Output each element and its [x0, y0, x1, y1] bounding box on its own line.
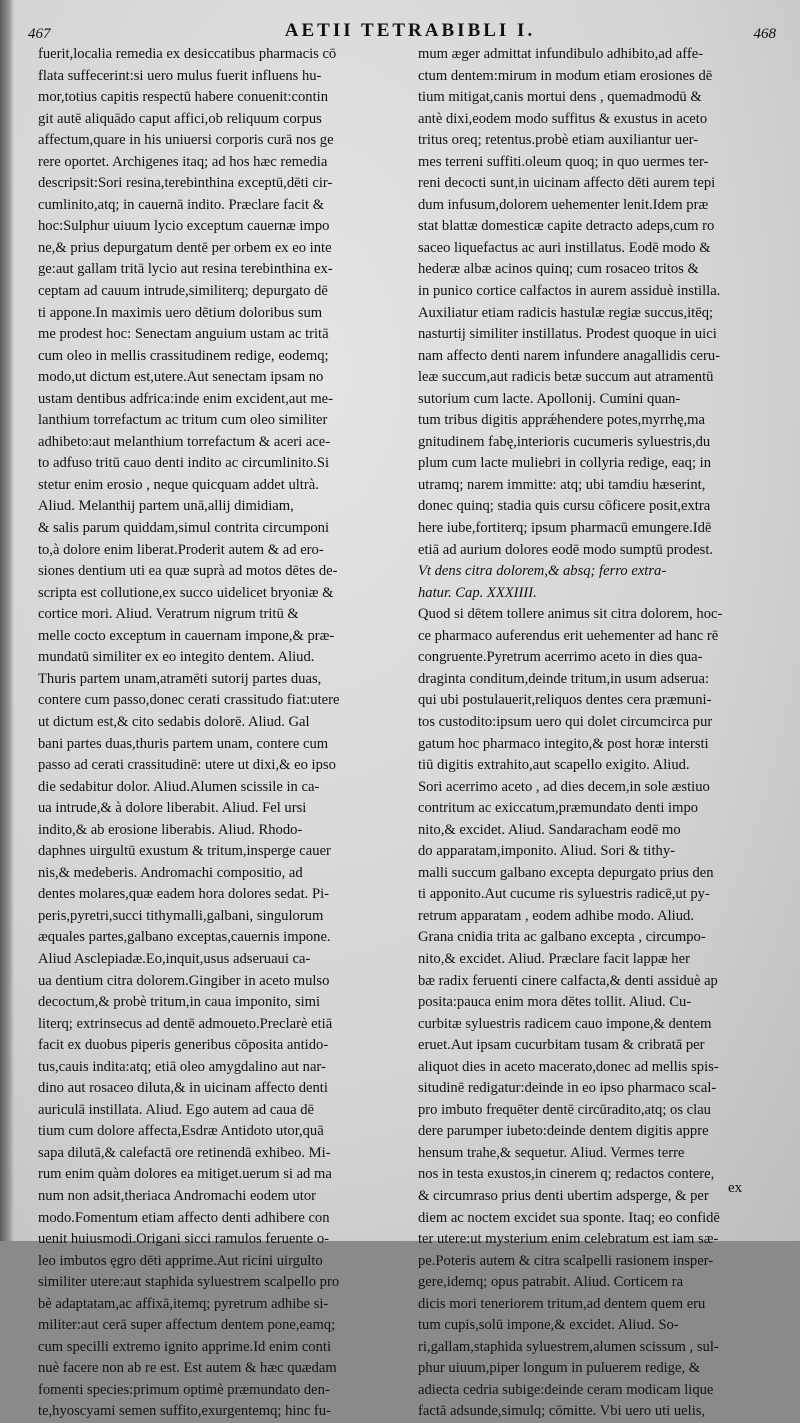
- text-line: ustam dentibus adfrica:inde enim excident,aut me-: [38, 390, 334, 407]
- text-line: ua intrude,& à dolore liberabit. Aliud. Fel ursi: [38, 800, 307, 817]
- text-line: bè adaptatam,ac affixā,itemq; pyretrum adhibe si-: [38, 1295, 329, 1312]
- text-line: hederæ albæ acinos quinq; cum rosaceo tritos &: [418, 261, 699, 278]
- text-line: me prodest hoc: Senectam anguium ustam ac tritā: [38, 326, 329, 343]
- text-line: ter utere:ut mysterium enim celebratum est iam sæ-: [418, 1231, 719, 1248]
- text-line: to adfuso tritū cauo denti indito ac circumlinito.Si: [38, 455, 330, 472]
- text-line: Quod si dētem tollere animus sit citra dolorem, hoc-: [418, 606, 723, 623]
- text-line: affectum,quare in his uniuersi corporis curā nos ge: [38, 132, 334, 149]
- text-line: tritus oreq; retentus.probè etiam auxiliantur uer-: [418, 132, 699, 149]
- text-line: in punico cortice calfactos in aurem assiduè instilla.: [418, 283, 721, 300]
- text-line: scripta est collutione,ex succo uidelicet bryoniæ &: [38, 584, 334, 601]
- text-line: diem ac noctem excidet sua sponte. Itaq; eo confidē: [418, 1209, 720, 1226]
- text-line: descripsit:Sori resina,terebinthina exceptū,dēti cir-: [38, 175, 333, 192]
- text-line: dentes molares,quæ eadem hora dolores sedat. Pi-: [38, 886, 329, 903]
- text-line: ne,& prius depurgatum dentē per orbem ex eo inte: [38, 239, 332, 256]
- text-line: sutorium cum lacte. Apollonij. Cumini quan-: [418, 390, 681, 407]
- text-line: modo.Fomentum etiam affecto denti adhibere con: [38, 1209, 330, 1226]
- text-line: rere oportet. Archigenes itaq; ad hos hæc remedia: [38, 153, 328, 170]
- text-line: militer:aut cerā super affectum dentem pone,eamq;: [38, 1317, 336, 1334]
- text-line: retrum apparatam , eodem adhibe modo. Aliud.: [418, 907, 694, 924]
- text-line: dum infusum,dolorem uehementer lenit.Idem præ: [418, 196, 709, 213]
- text-line: pe.Poteris autem & citra scalpelli rasionem insper-: [418, 1252, 714, 1269]
- text-line: hensum trahe,& sequetur. Aliud. Vermes terre: [418, 1144, 685, 1161]
- text-line: flata suffecerint:si uero mulus fuerit influens hu-: [38, 67, 322, 84]
- text-line: saceo liquefactus ac auri instillatus. Eodē modo &: [418, 239, 711, 256]
- text-line: mor,totius capitis respectū habere conuenit:contin: [38, 89, 328, 106]
- left-text-column: [38, 44, 380, 1423]
- text-line: indito,& ab erosione liberabis. Aliud. Rhodo-: [38, 821, 303, 838]
- text-line: & salis parum quiddam,simul contrita circumponi: [38, 520, 330, 537]
- text-line: modo,ut dictum est,utere.Aut senectam ipsam no: [38, 369, 324, 386]
- text-line: nam affecto denti narem infundere anagallidis ceru-: [418, 347, 721, 364]
- page-header: [10, 6, 790, 40]
- text-line: hoc:Sulphur uiuum lycio exceptum cauernæ impo: [38, 218, 330, 235]
- text-line: nito,& excidet. Aliud. Præclare facit lappæ her: [418, 950, 690, 967]
- text-line: tum cupis,solū impone,& excidet. Aliud. So-: [418, 1317, 679, 1334]
- text-line: gere,idemq; opus patrabit. Aliud. Corticem ra: [418, 1274, 684, 1291]
- text-line: dicis mori teneriorem tritum,ad dentem quem eru: [418, 1295, 706, 1312]
- text-line: die sedabitur dolor. Aliud.Alumen scissile in ca-: [38, 778, 320, 795]
- text-line: decoctum,& probè tritum,in caua imponito, simi: [38, 994, 321, 1011]
- text-line: Aliud Asclepiadæ.Eo,inquit,usus adseruaui ca-: [38, 950, 311, 967]
- text-line: do apparatam,imponito. Aliud. Sori & tithy-: [418, 843, 675, 860]
- text-line: eruet.Aut ipsam cucurbitam tusam & cribratā per: [418, 1037, 705, 1054]
- text-line: etiā ad aurium dolores eodē modo sumptū prodest.: [418, 541, 714, 558]
- text-line: stetur enim erosio , neque quicquam addet ultrà.: [38, 476, 319, 493]
- text-line: factā adsunde,simulq; cōmitte. Vbi uero uti uelis,: [418, 1403, 706, 1420]
- text-line: dere parumper iubeto:deinde dentem digitis appre: [418, 1123, 709, 1140]
- text-line: utramq; narem immitte: atq; ubi tamdiu hæserint,: [418, 476, 706, 493]
- text-line: gatum hoc pharmaco integito,& post horæ intersti: [418, 735, 709, 752]
- text-line: to,à dolore enim liberat.Proderit autem & ad ero-: [38, 541, 324, 558]
- text-line: & circumraso prius denti ubertim adsperge, & per: [418, 1187, 709, 1204]
- text-line: mundatū similiter ex eo integito dentem. Aliud.: [38, 649, 315, 666]
- text-line: tum tribus digitis apprǽhendere potes,myrrhę,ma: [418, 412, 705, 429]
- text-line: hatur. Cap. XXXIIII.: [418, 584, 537, 601]
- text-line: lanthium torrefactum ac tritum cum oleo similiter: [38, 412, 328, 429]
- text-line: ua dentium citra dolorem.Gingiber in aceto mulso: [38, 972, 330, 989]
- catchword: ex: [728, 1180, 743, 1196]
- text-line: Auxiliatur etiam radicis hastulæ regiæ succus,itēq;: [418, 304, 714, 321]
- text-line: posita:pauca enim mora dētes tollit. Aliud. Cu-: [418, 994, 692, 1011]
- text-line: cumlinito,atq; in cauernā indito. Præclare facit &: [38, 196, 325, 213]
- text-line: situdinē redigatur:deinde in eo ipso pharmaco scal-: [418, 1080, 717, 1097]
- text-line: rum enim quàm dolores ea mitiget.uerum si ad ma: [38, 1166, 332, 1183]
- text-line: nuè facere non ab re est. Est autem & hæc quædam: [38, 1360, 337, 1377]
- text-line: ti apponito.Aut cucume ris syluestris radicē,ut py-: [418, 886, 710, 903]
- text-line: peris,pyretri,succi tithymalli,galbani, singulorum: [38, 907, 324, 924]
- text-line: tiū digitis extrahito,aut scapello exigito. Aliud.: [418, 757, 690, 774]
- text-line: adhibeto:aut melanthium torrefactum & aceri ace-: [38, 433, 331, 450]
- text-line: nos in testa exustos,in cinerem q; redactos contere,: [418, 1166, 715, 1183]
- page-number-left: 467: [28, 26, 51, 42]
- text-line: gnitudinem fabę,interioris cucumeris syluestris,du: [418, 433, 711, 450]
- text-line: congruente.Pyretrum acerrimo aceto in dies qua-: [418, 649, 703, 666]
- text-line: leæ succum,aut radicis betæ succum aut atramentū: [418, 369, 714, 386]
- text-line: æquales partes,galbano exceptas,cauernis impone.: [38, 929, 331, 946]
- text-line: phur uiuum,piper longum in puluerem redige, &: [418, 1360, 701, 1377]
- text-line: fomenti species:primum optimè præmundato den-: [38, 1381, 330, 1398]
- text-line: nasturtij similiter instillatus. Prodest quoque in uici: [418, 326, 717, 343]
- text-line: mes terreni suffiti.oleum quoq; in quo uermes ter-: [418, 153, 709, 170]
- text-line: Thuris partem unam,atramēti sutorij partes duas,: [38, 670, 322, 687]
- text-line: ce pharmaco auferendus erit uehementer ad hanc rē: [418, 627, 719, 644]
- text-line: Aliud. Melanthij partem unā,allij dimidiam,: [38, 498, 294, 515]
- text-line: facit ex duobus piperis generibus cōposita antido-: [38, 1037, 329, 1054]
- text-line: te,hyoscyami semen suffito,exurgentemq; hinc fu-: [38, 1403, 331, 1420]
- text-line: literq; extrinsecus ad dentē admoueto.Preclarè etiā: [38, 1015, 333, 1032]
- text-line: reni decocti sunt,in uicinam affecto dēti aurem tepi: [418, 175, 716, 192]
- text-line: pro imbuto frequēter dentē circūradito,atq; os clau: [418, 1101, 711, 1118]
- text-line: contere cum passo,donec cerati crassitudo fiat:utere: [38, 692, 340, 709]
- text-line: malli succum galbano excepta depurgato prius den: [418, 864, 714, 881]
- text-line: Vt dens citra dolorem,& absq; ferro extra-: [418, 563, 667, 580]
- text-line: tium cum dolore affecta,Esdræ Antidoto utor,quā: [38, 1123, 324, 1140]
- text-line: adiecta cedria subige:deinde ceram modicam lique: [418, 1381, 714, 1398]
- text-line: draginta conditum,deinde tritum,in usum adserua:: [418, 670, 709, 687]
- text-line: nis,& medeberis. Andromachi compositio, ad: [38, 864, 303, 881]
- text-line: bani partes duas,thuris partem unam, contere cum: [38, 735, 329, 752]
- text-line: qui ubi postulauerit,reliquos dentes cera præmuni-: [418, 692, 712, 709]
- text-line: curbitæ syluestris radicem cauo impone,& dentem: [418, 1015, 712, 1032]
- text-line: similiter utere:aut staphida syluestrem scalpello pro: [38, 1274, 340, 1291]
- text-line: ri,gallam,staphida syluestrem,alumen scissum , sul-: [418, 1338, 719, 1355]
- text-line: ti appone.In maximis uero dētium doloribus sum: [38, 304, 323, 321]
- text-line: stat blattæ domesticæ capite detracto adeps,cum ro: [418, 218, 715, 235]
- text-line: cortice mori. Aliud. Veratrum nigrum tritū &: [38, 606, 299, 623]
- text-line: cum specilli extremo ignito apprime.Id enim conti: [38, 1338, 332, 1355]
- right-text-column: [418, 44, 766, 1423]
- page-number-right: 468: [753, 26, 776, 42]
- text-line: aliquot dies in aceto macerato,donec ad mellis spis-: [418, 1058, 719, 1075]
- text-line: Sori acerrimo aceto , ad dies decem,in sole æstiuo: [418, 778, 710, 795]
- text-line: sapa dilutā,& calefactā ore retinendā exhibeo. Mi-: [38, 1144, 331, 1161]
- text-line: ceptam ad cauum intrude,similiterq; depurgato dē: [38, 283, 328, 300]
- text-line: tium mitigat,canis mortui dens , quemadmodū &: [418, 89, 702, 106]
- text-line: daphnes uirgultū exustum & tritum,insperge cauer: [38, 843, 331, 860]
- text-line: Grana cnidia trita ac galbano excepta , circumpo-: [418, 929, 706, 946]
- text-line: tos custodito:ipsum uero qui dolet circumcirca pur: [418, 713, 713, 730]
- text-line: num non adsit,theriaca Andromachi eodem utor: [38, 1187, 317, 1204]
- text-line: fuerit,localia remedia ex desiccatibus pharmacis cō: [38, 46, 337, 62]
- text-line: melle cocto exceptum in cauernam impone,& præ-: [38, 627, 335, 644]
- text-line: cum oleo in mellis crassitudinem redige, eodemq;: [38, 347, 329, 364]
- text-line: git autē aliquādo caput affici,ob reliquum corpus: [38, 110, 322, 127]
- text-line: contritum ac exiccatum,præmundato denti impo: [418, 800, 699, 817]
- text-line: ut dictum est,& cito sedabis dolorē. Aliud. Gal: [38, 713, 310, 730]
- text-line: mum æger admittat infundibulo adhibito,ad affe-: [418, 46, 704, 62]
- text-line: ctum dentem:mirum in modum etiam erosiones dē: [418, 67, 713, 84]
- page-gutter-shadow: [0, 0, 14, 1241]
- text-line: antè dixi,eodem modo suffitus & exustus in aceto: [418, 110, 708, 127]
- text-line: plum cum lacte muliebri in collyria redige, eaq; in: [418, 455, 711, 472]
- text-line: bæ radix feruenti cinere calfacta,& denti assiduè ap: [418, 972, 718, 989]
- text-line: passo ad cerati crassitudinē: utere ut dixi,& eo ipso: [38, 757, 336, 774]
- text-line: auriculā instillata. Aliud. Ego autem ad caua dē: [38, 1101, 314, 1118]
- text-line: nito,& excidet. Aliud. Sandaracham eodē mo: [418, 821, 681, 838]
- running-head-title: AETII TETRABIBLI I.: [284, 20, 536, 41]
- text-line: donec quinq; stadia quis cursu cōficere posit,extra: [418, 498, 711, 515]
- text-line: dino aut rosaceo diluta,& in uicinam affecto denti: [38, 1080, 328, 1097]
- text-line: here iube,fortiterq; ipsum pharmacū emungere.Idē: [418, 520, 712, 537]
- text-line: tus,cauis indita:atq; etiā oleo amygdalino aut nar-: [38, 1058, 326, 1075]
- text-line: ge:aut gallam tritā lycio aut resina terebinthina ex-: [38, 261, 333, 278]
- text-line: leo imbutos ęgro dēti apprime.Aut ricini uirgulto: [38, 1252, 323, 1269]
- text-line: siones dentium uti ea quæ suprà ad motos dētes de-: [38, 563, 338, 580]
- text-line: uenit huiusmodi.Origani sicci ramulos feruente o-: [38, 1231, 329, 1248]
